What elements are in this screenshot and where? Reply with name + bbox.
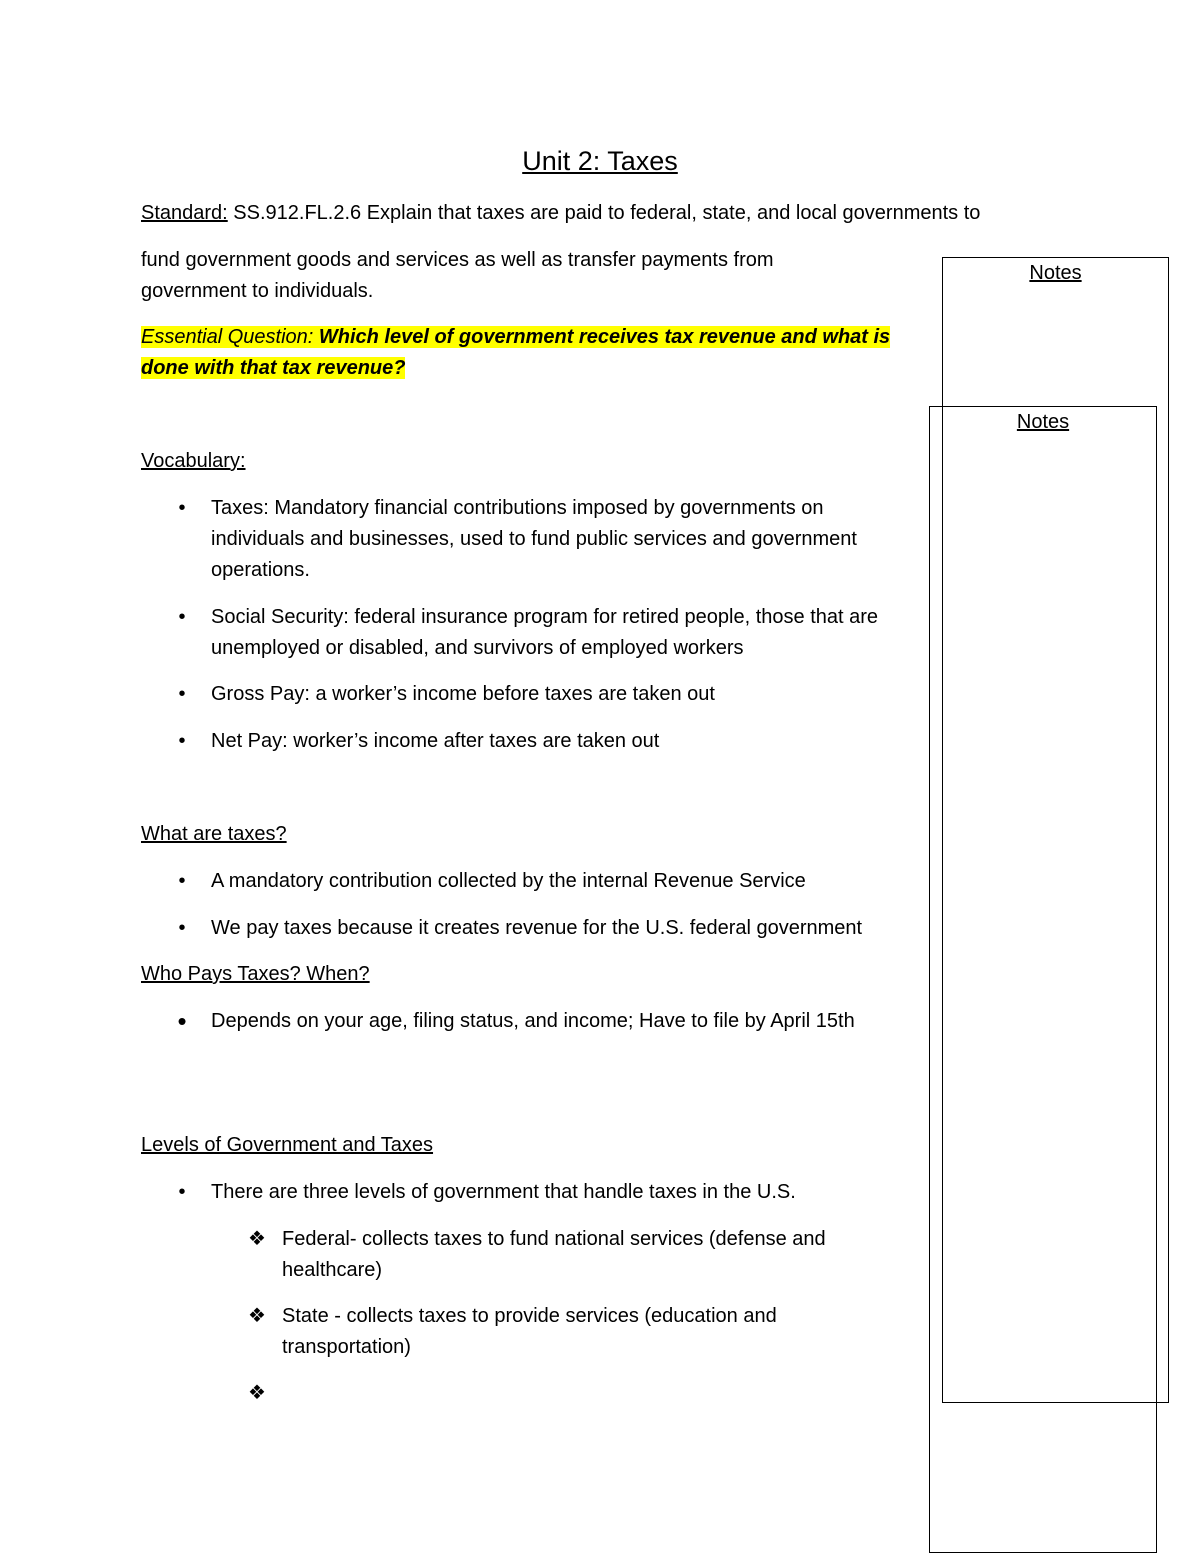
- bullet-icon: •: [178, 870, 186, 892]
- bullet-icon: •: [177, 1006, 187, 1036]
- essential-question-line-1: [141, 322, 890, 353]
- vocabulary-item-social-security: Social Security: federal insurance program for retired people, those that are unemployed or disabled, and survivors of employed workers: [211, 606, 879, 659]
- essential-question-label: Essential Question:: [141, 326, 319, 348]
- bullet-icon: •: [178, 606, 186, 628]
- notes-label-2: Notes: [1016, 411, 1070, 433]
- standard-label: Standard:: [141, 202, 228, 224]
- levels-heading: Levels of Government and Taxes: [141, 1134, 434, 1156]
- what-are-taxes-heading: What are taxes?: [141, 823, 287, 845]
- bullet-icon: •: [178, 683, 186, 705]
- essential-question-text-2: done with that tax revenue?: [141, 357, 406, 379]
- bullet-icon: •: [178, 730, 186, 752]
- levels-state: State - collects taxes to provide services (education and transportation): [282, 1305, 777, 1358]
- bullet-icon: •: [178, 1181, 186, 1203]
- essential-question-text-1: Which level of government receives tax revenue and what is: [318, 326, 891, 348]
- levels-intro: There are three levels of government that handle taxes in the U.S.: [211, 1181, 796, 1203]
- what-are-taxes-item-1: A mandatory contribution collected by the internal Revenue Service: [211, 870, 806, 892]
- diamond-bullet-icon: ❖: [248, 1228, 266, 1250]
- diamond-bullet-icon: ❖: [248, 1382, 266, 1404]
- vocabulary-item-gross-pay: Gross Pay: a worker’s income before taxes are taken out: [211, 683, 715, 705]
- vocabulary-item-taxes: Taxes: Mandatory financial contributions imposed by governments on individuals and businesses, used to fund public services and government operations.: [211, 497, 857, 581]
- bullet-icon: •: [178, 917, 186, 939]
- notes-label-1: Notes: [1029, 262, 1082, 284]
- page-title: Unit 2: Taxes: [522, 146, 678, 176]
- standard-line-2: fund government goods and services as well as transfer payments from: [141, 249, 774, 271]
- vocabulary-item-net-pay: Net Pay: worker’s income after taxes are taken out: [211, 730, 660, 752]
- standard-text-1: SS.912.FL.2.6 Explain that taxes are paid to federal, state, and local governments to: [227, 202, 981, 224]
- standard-line-3: government to individuals.: [141, 280, 374, 302]
- vocabulary-heading: Vocabulary:: [141, 450, 246, 472]
- diamond-bullet-icon: ❖: [248, 1305, 266, 1327]
- levels-federal: Federal- collects taxes to fund national services (defense and healthcare): [282, 1228, 826, 1281]
- bullet-icon: •: [178, 497, 186, 519]
- standard-line-1: [141, 198, 980, 229]
- who-pays-heading: Who Pays Taxes? When?: [141, 963, 370, 985]
- notes-box-2[interactable]: [929, 406, 1157, 1553]
- what-are-taxes-item-2: We pay taxes because it creates revenue for the U.S. federal government: [211, 917, 863, 939]
- who-pays-item-1: Depends on your age, filing status, and income; Have to file by April 15th: [211, 1010, 855, 1032]
- essential-question-line-2: [141, 353, 405, 384]
